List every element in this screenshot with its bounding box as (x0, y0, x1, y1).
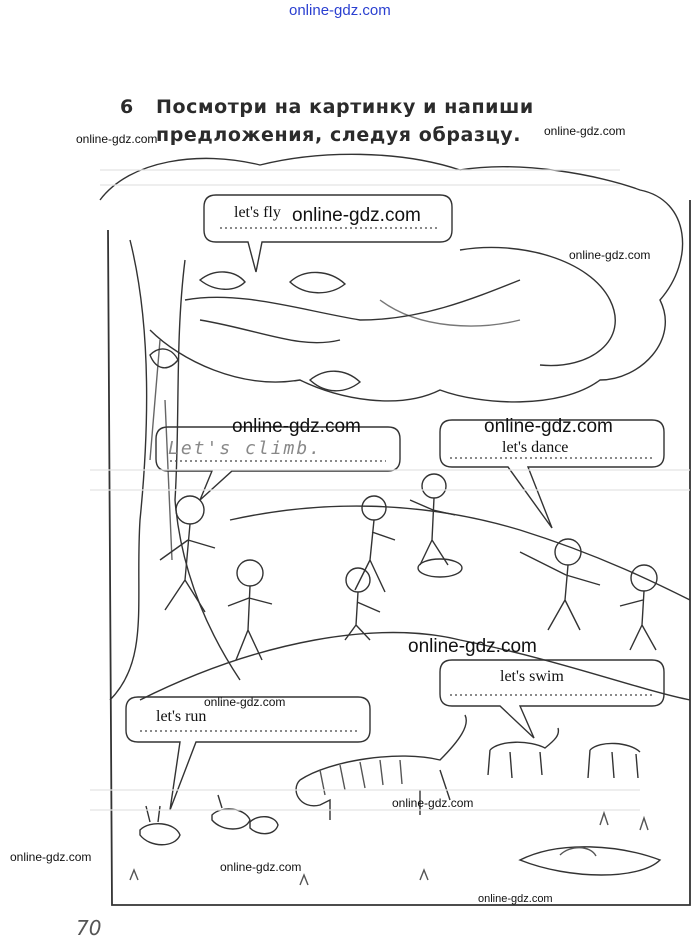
exercise-number: 6 (120, 96, 134, 118)
watermark: online-gdz.com (232, 416, 361, 437)
watermark: online-gdz.com (204, 695, 286, 709)
exercise-instruction-line2: предложения, следуя образцу. (156, 124, 522, 146)
top-watermark: online-gdz.com (289, 2, 391, 19)
exercise-instruction-line1: Посмотри на картинку и напиши (156, 96, 534, 118)
watermark: online-gdz.com (292, 205, 421, 226)
watermark: online-gdz.com (408, 636, 537, 657)
bubble-dance-answer: let's dance (502, 439, 569, 456)
bubble-swim-answer: let's swim (500, 668, 564, 685)
watermark: online-gdz.com (569, 248, 651, 262)
watermark: online-gdz.com (220, 860, 302, 874)
watermark: online-gdz.com (392, 796, 474, 810)
watermark: online-gdz.com (478, 893, 553, 905)
watermark: online-gdz.com (76, 132, 158, 146)
page-number: 70 (76, 916, 102, 940)
bubble-run-answer: let's run (156, 708, 207, 725)
watermark: online-gdz.com (10, 850, 92, 864)
watermark: online-gdz.com (484, 416, 613, 437)
watermark: online-gdz.com (544, 124, 626, 138)
bubble-climb-example: Let's climb. (168, 438, 323, 459)
bubble-fly-answer: let's fly (234, 204, 281, 221)
